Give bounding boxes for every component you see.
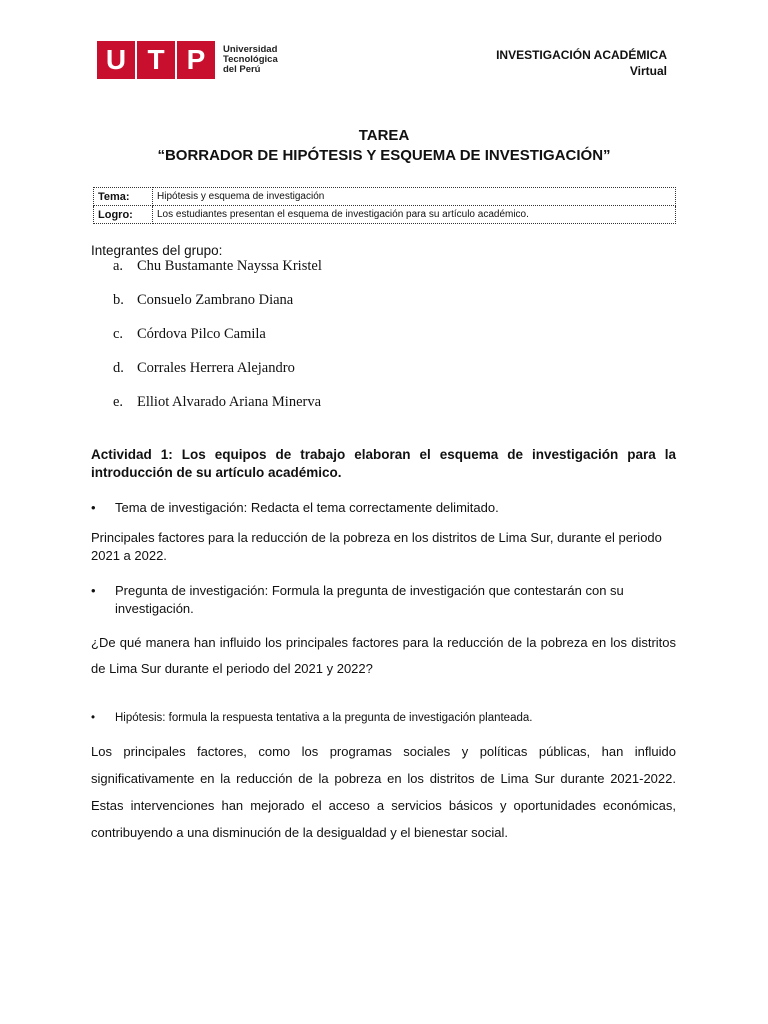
pregunta-bullet: [91, 582, 676, 618]
course-header: [496, 47, 667, 79]
group-label: Integrantes del grupo:: [91, 243, 223, 258]
tema-bullet: [91, 499, 676, 517]
logo-text-line: Universidad: [223, 44, 278, 55]
hipotesis-bullet: [91, 709, 676, 727]
bullet-marker: •: [91, 583, 96, 598]
logo-university-name: [223, 45, 278, 75]
list-item: [113, 292, 322, 326]
member-name: Corrales Herrera Alejandro: [137, 360, 295, 376]
tema-answer: Principales factores para la reducción de la pobreza en los distritos de Lima Sur, durante el periodo 2021 a 2022.: [91, 530, 662, 563]
list-marker: e.: [113, 394, 124, 410]
list-marker: a.: [113, 258, 124, 274]
table-row: [94, 206, 676, 224]
list-item: [113, 394, 322, 428]
hipotesis-bullet-text: Hipótesis: formula la respuesta tentativa a la pregunta de investigación planteada.: [115, 712, 533, 724]
logo-letter-u: U: [97, 41, 135, 79]
course-mode: Virtual: [629, 64, 667, 78]
course-name: INVESTIGACIÓN ACADÉMICA: [496, 48, 667, 62]
logro-value: Los estudiantes presentan el esquema de investigación para su artículo académico.: [153, 206, 676, 224]
list-marker: c.: [113, 326, 124, 342]
tema-bullet-text: Tema de investigación: Redacta el tema correctamente delimitado.: [115, 500, 499, 515]
list-item: [113, 360, 322, 394]
logo-text-line: del Perú: [223, 64, 261, 75]
activity-heading: Actividad 1: Los equipos de trabajo elaboran el esquema de investigación para la introducción de su artículo académico.: [91, 447, 676, 480]
tema-key: Tema:: [94, 188, 153, 206]
utp-logo: [97, 40, 278, 80]
title-line-1: TAREA: [358, 127, 410, 144]
list-marker: d.: [113, 360, 124, 376]
logro-key: Logro:: [94, 206, 153, 224]
pregunta-answer: ¿De qué manera han influido los principales factores para la reducción de la pobreza en los distritos de Lima Sur durante el periodo del 2021 y 2022?: [91, 635, 676, 676]
pregunta-bullet-text: Pregunta de investigación: Formula la pregunta de investigación que contestarán con su investigación.: [115, 583, 624, 616]
member-name: Consuelo Zambrano Diana: [137, 292, 294, 308]
bullet-marker: •: [91, 500, 96, 515]
member-name: Chu Bustamante Nayssa Kristel: [137, 258, 322, 274]
logo-text-line: Tecnológica: [223, 54, 278, 65]
info-table: [93, 187, 676, 224]
bullet-marker: •: [91, 712, 96, 724]
member-list: [113, 258, 322, 428]
hipotesis-answer: Los principales factores, como los programas sociales y políticas públicas, han influido significativamente en la reducción de la pobreza en los distritos de Lima Sur durante 2021-2022. Estas intervenciones han mejorado el acceso a servicios básicos y oportunidades económicas, contribuyendo a una disminución de la desigualdad y el bienestar social.: [91, 744, 676, 840]
list-item: [113, 326, 322, 360]
title-line-2: “BORRADOR DE HIPÓTESIS Y ESQUEMA DE INVESTIGACIÓN”: [157, 147, 611, 164]
logo-letter-p: P: [177, 41, 215, 79]
document-title: [0, 126, 768, 166]
list-marker: b.: [113, 292, 124, 308]
member-name: Córdova Pilco Camila: [137, 326, 266, 342]
member-name: Elliot Alvarado Ariana Minerva: [137, 394, 322, 410]
logo-letter-t: T: [137, 41, 175, 79]
list-item: [113, 258, 322, 292]
tema-value: Hipótesis y esquema de investigación: [153, 188, 676, 206]
table-row: [94, 188, 676, 206]
